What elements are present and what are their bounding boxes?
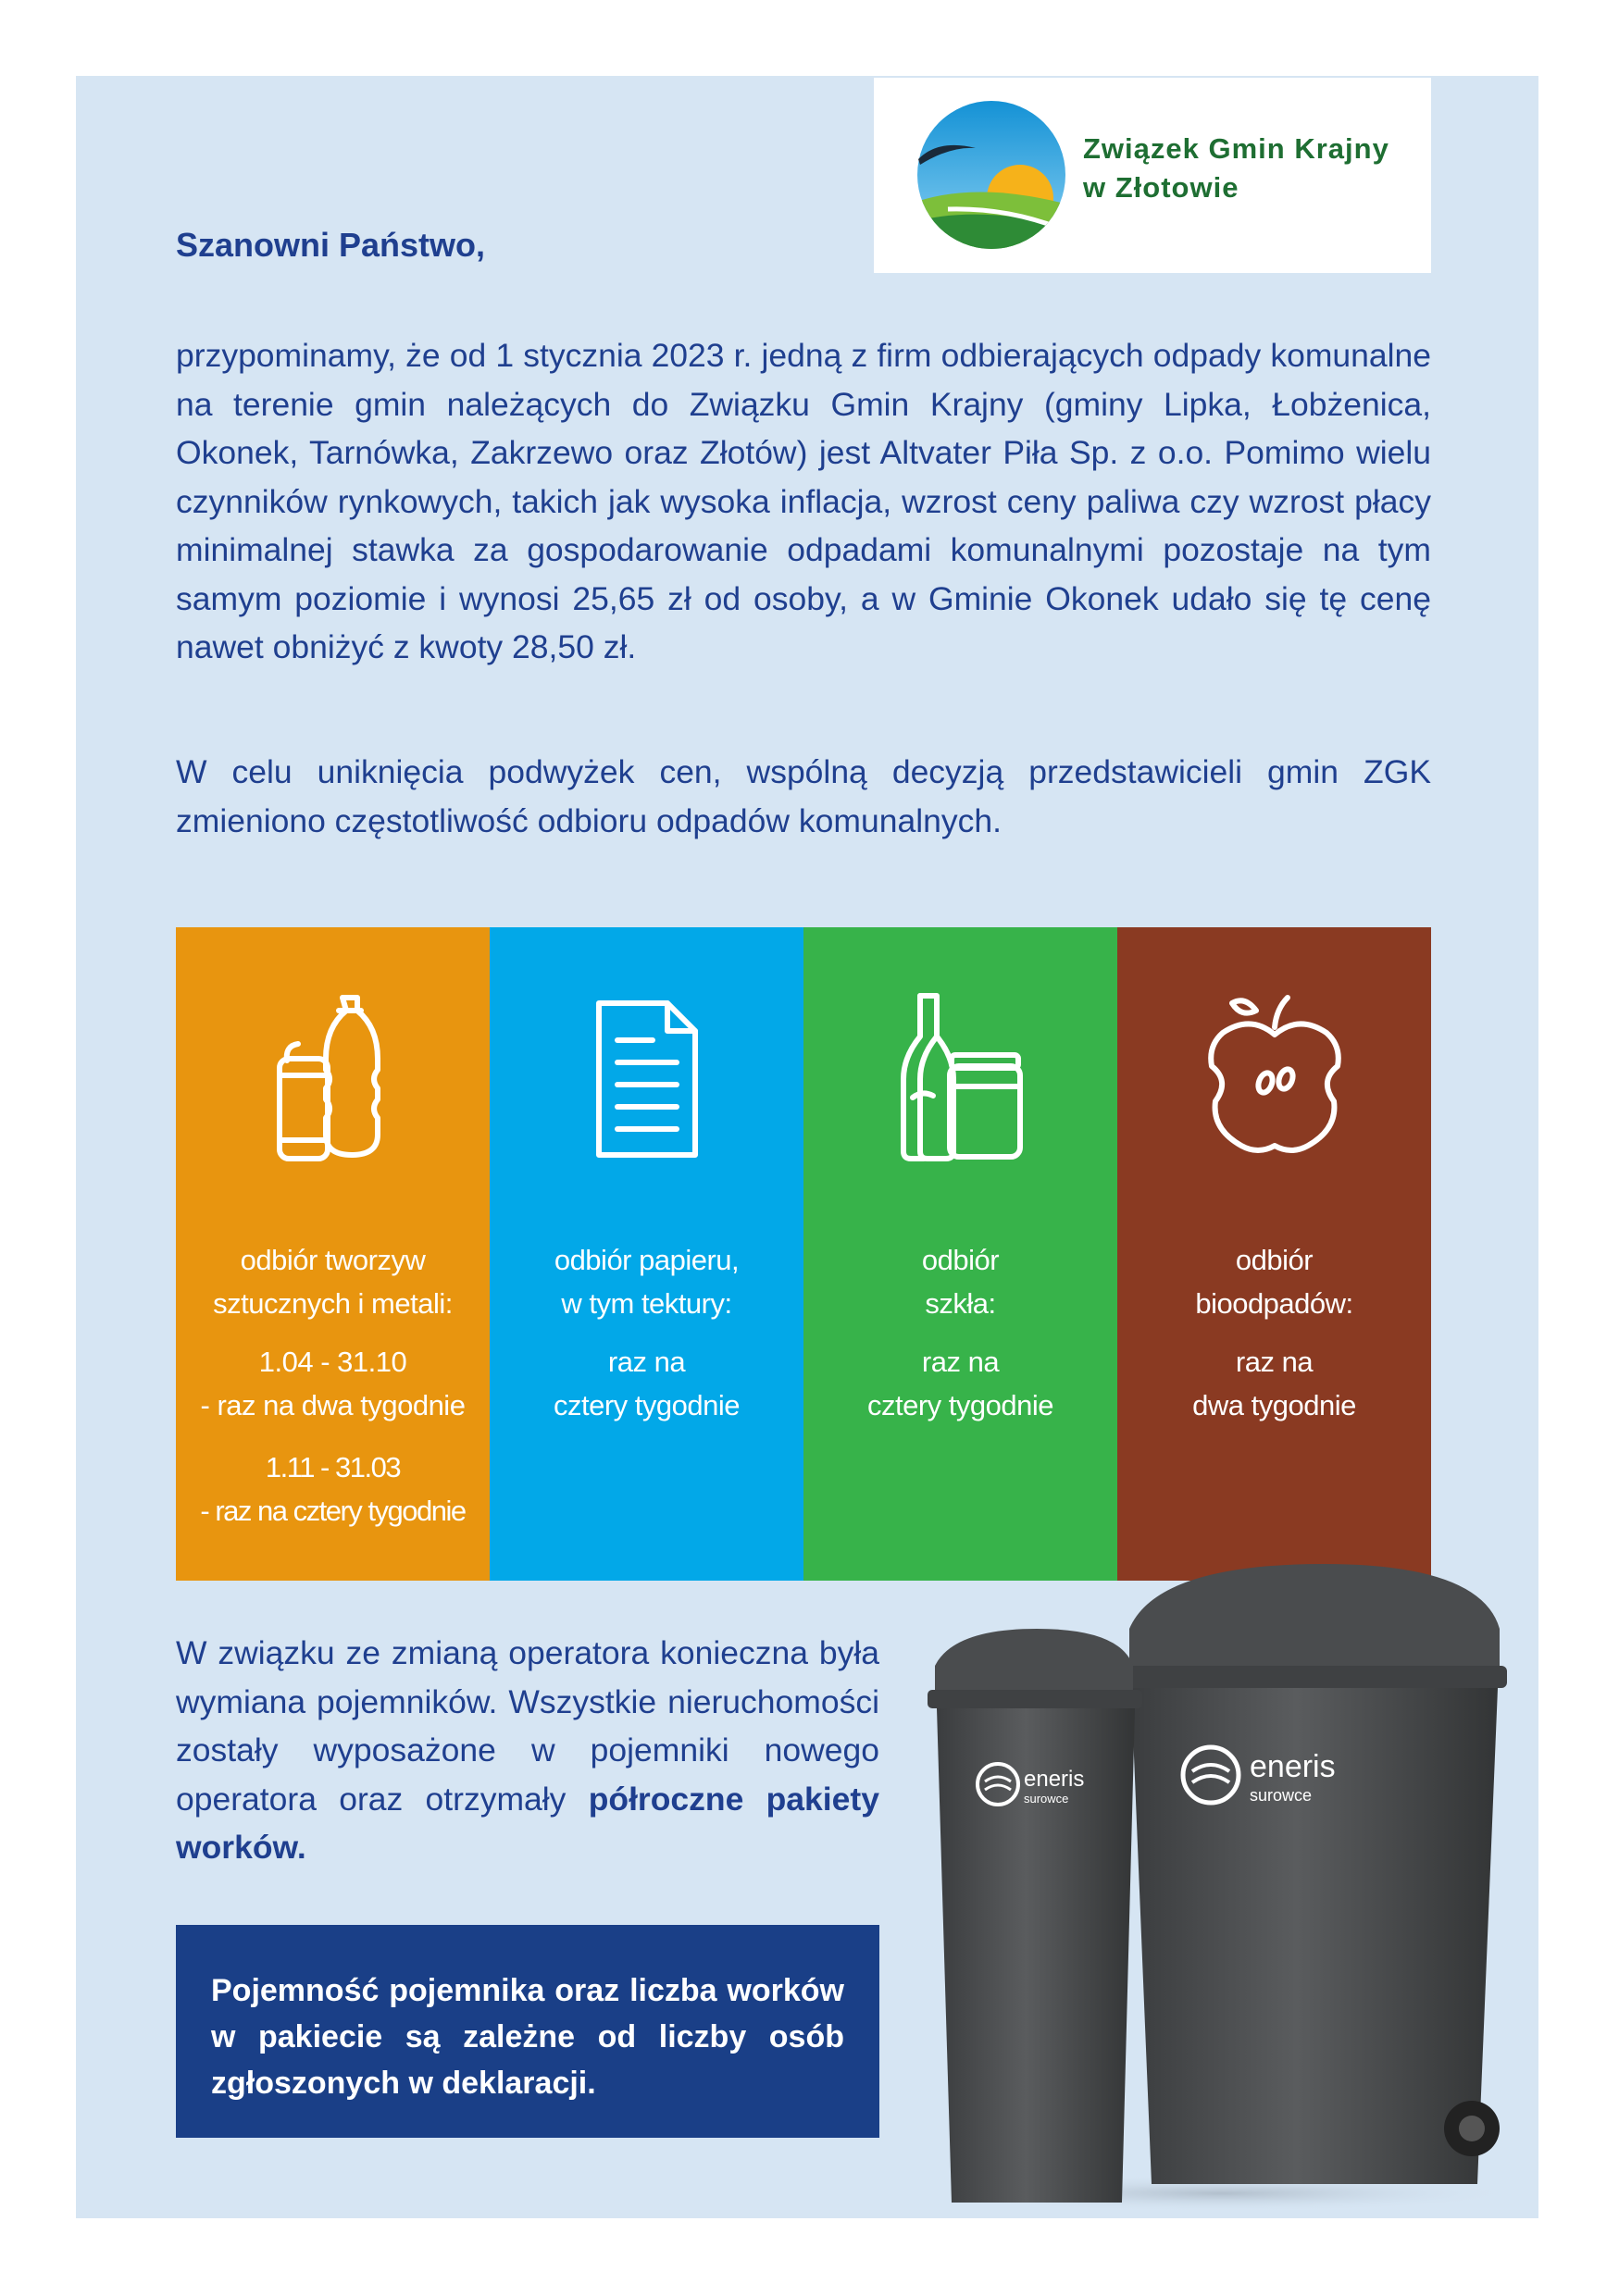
bin-brand-sub-large: surowce: [1250, 1786, 1313, 1805]
bins-paragraph: [176, 1629, 879, 1872]
union-logo-icon: [911, 94, 1072, 255]
intro-paragraph: przypominamy, że od 1 stycznia 2023 r. jedną z firm odbierających odpady komunalne na terenie gmin należących do Związku Gmin Krajny (gminy Lipka, Łobżenica, Okonek, Tarnówka, Zakrzewo oraz Złotów) jest Altvater Piła Sp. z o.o. Pomimo wielu czynników rynkowych, takich jak wysoka inflacja, wzrost ceny paliwa czy wzrost płacy minimalnej stawka za gospodarowanie odpadami komunalnymi pozostaje na tym samym poziomie i wynosi 25,65 zł od osoby, a w Gminie Okonek udało się tę cenę nawet obniżyć z kwoty 28,50 zł.: [176, 337, 1431, 665]
card-glass: [803, 927, 1117, 1581]
bin-brand-large: eneris: [1250, 1749, 1336, 1784]
logo-line-2: w Złotowie: [1083, 171, 1239, 204]
card-bio: [1117, 927, 1431, 1581]
plastic-metal-icon: [176, 983, 490, 1168]
frequency-paragraph: W celu uniknięcia podwyżek cen, wspólną decyzją przedstawicieli gmin ZGK zmieniono częstotliwość odbioru odpadów komunalnych.: [176, 753, 1431, 839]
waste-bins-illustration: [916, 1564, 1518, 2212]
bin-brand-sub-small: surowce: [1024, 1792, 1069, 1806]
card-plastic-metal: [176, 927, 490, 1581]
card-label: odbiór bioodpadów:: [1195, 1244, 1353, 1320]
bin-brand-small: eneris: [1024, 1767, 1085, 1792]
card-paper: [490, 927, 803, 1581]
card-label: odbiór szkła:: [921, 1244, 1000, 1320]
schedule-period-1: 1.04 - 31.10 - raz na dwa tygodnie: [200, 1346, 466, 1421]
card-label: odbiór papieru, w tym tektury:: [554, 1244, 740, 1320]
logo-line-1: Związek Gmin Krajny: [1083, 132, 1389, 165]
paper-icon: [490, 983, 803, 1168]
schedule-period-2: 1.11 - 31.03 - raz na cztery tygodnie: [200, 1451, 466, 1527]
bio-apple-icon: [1117, 983, 1431, 1168]
notice-box: [176, 1925, 879, 2138]
bins-paragraph-bold: półroczne pakiety worków.: [176, 1780, 879, 1866]
glass-icon: [803, 983, 1117, 1168]
schedule-text: raz na cztery tygodnie: [554, 1346, 740, 1421]
collection-schedule: [176, 927, 1431, 1581]
bins-paragraph-text: W związku ze zmianą operatora konieczna była wymiana pojemników. Wszystkie nieruchomości zostały wyposażone w pojemniki nowego operatora oraz otrzymały: [176, 1634, 879, 1818]
greeting: Szanowni Państwo,: [176, 226, 486, 264]
union-logo-text: [1083, 130, 1389, 207]
card-label: odbiór tworzyw sztucznych i metali:: [213, 1244, 453, 1320]
schedule-text: raz na cztery tygodnie: [867, 1346, 1053, 1421]
notice-text: Pojemność pojemnika oraz liczba worków w pakiecie są zależne od liczby osób zgłoszonych w deklaracji.: [211, 1973, 844, 2101]
schedule-text: raz na dwa tygodnie: [1192, 1346, 1356, 1421]
